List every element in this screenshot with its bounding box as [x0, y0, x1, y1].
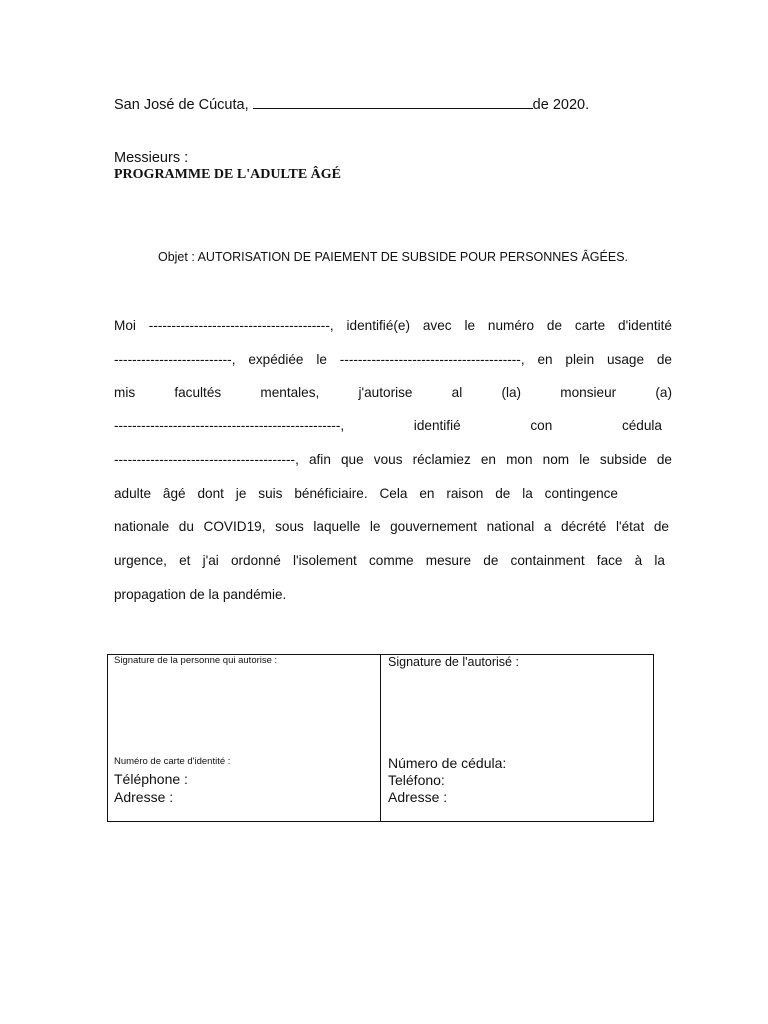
body-line: propagation de la pandémie.	[114, 587, 287, 602]
body-line: --------------------------, expédiée le ----------------------------------------, en plein usage de	[114, 352, 672, 367]
date-line	[114, 94, 589, 113]
subject-line: Objet : AUTORISATION DE PAIEMENT DE SUBSIDE POUR PERSONNES ÂGÉES.	[157, 250, 629, 264]
body-line: ----------------------------------------, afin que vous réclamiez en mon nom le subside de	[114, 452, 672, 467]
place-prefix: San José de Cúcuta,	[114, 97, 253, 113]
body-line: nationale du COVID19, sous laquelle le gouvernement national a décrété l'état de	[114, 519, 669, 534]
address-label: Adresse :	[114, 789, 174, 805]
phone-label: Téléphone :	[114, 771, 188, 787]
body-line: Moi ----------------------------------------, identifié(e) avec le numéro de carte d'identité	[114, 318, 672, 333]
signature-table-divider	[380, 654, 381, 822]
signature-authorizer-label: Signature de la personne qui autorise :	[114, 655, 278, 666]
year-suffix: de 2020.	[532, 97, 590, 113]
salutation: Messieurs :	[114, 150, 189, 166]
body-line: --------------------------------------------------, identifié con cédula	[114, 418, 662, 433]
body-line: adulte âgé dont je suis bénéficiaire. Cela en raison de la contingence	[114, 486, 618, 501]
signature-authorized-label: Signature de l'autorisé :	[388, 655, 519, 669]
id-number-label: Numéro de carte d'identité :	[114, 756, 231, 767]
body-line: mis facultés mentales, j'autorise al (la) monsieur (a)	[114, 385, 672, 400]
telefono-label: Teléfono:	[388, 772, 445, 788]
body-line: urgence, et j'ai ordonné l'isolement comme mesure de containment face à la	[114, 553, 665, 568]
cedula-number-label: Número de cédula:	[388, 755, 507, 771]
date-blank	[253, 94, 533, 109]
recipient: PROGRAMME DE L'ADULTE ÂGÉ	[114, 167, 342, 182]
address-label-right: Adresse :	[388, 789, 448, 805]
